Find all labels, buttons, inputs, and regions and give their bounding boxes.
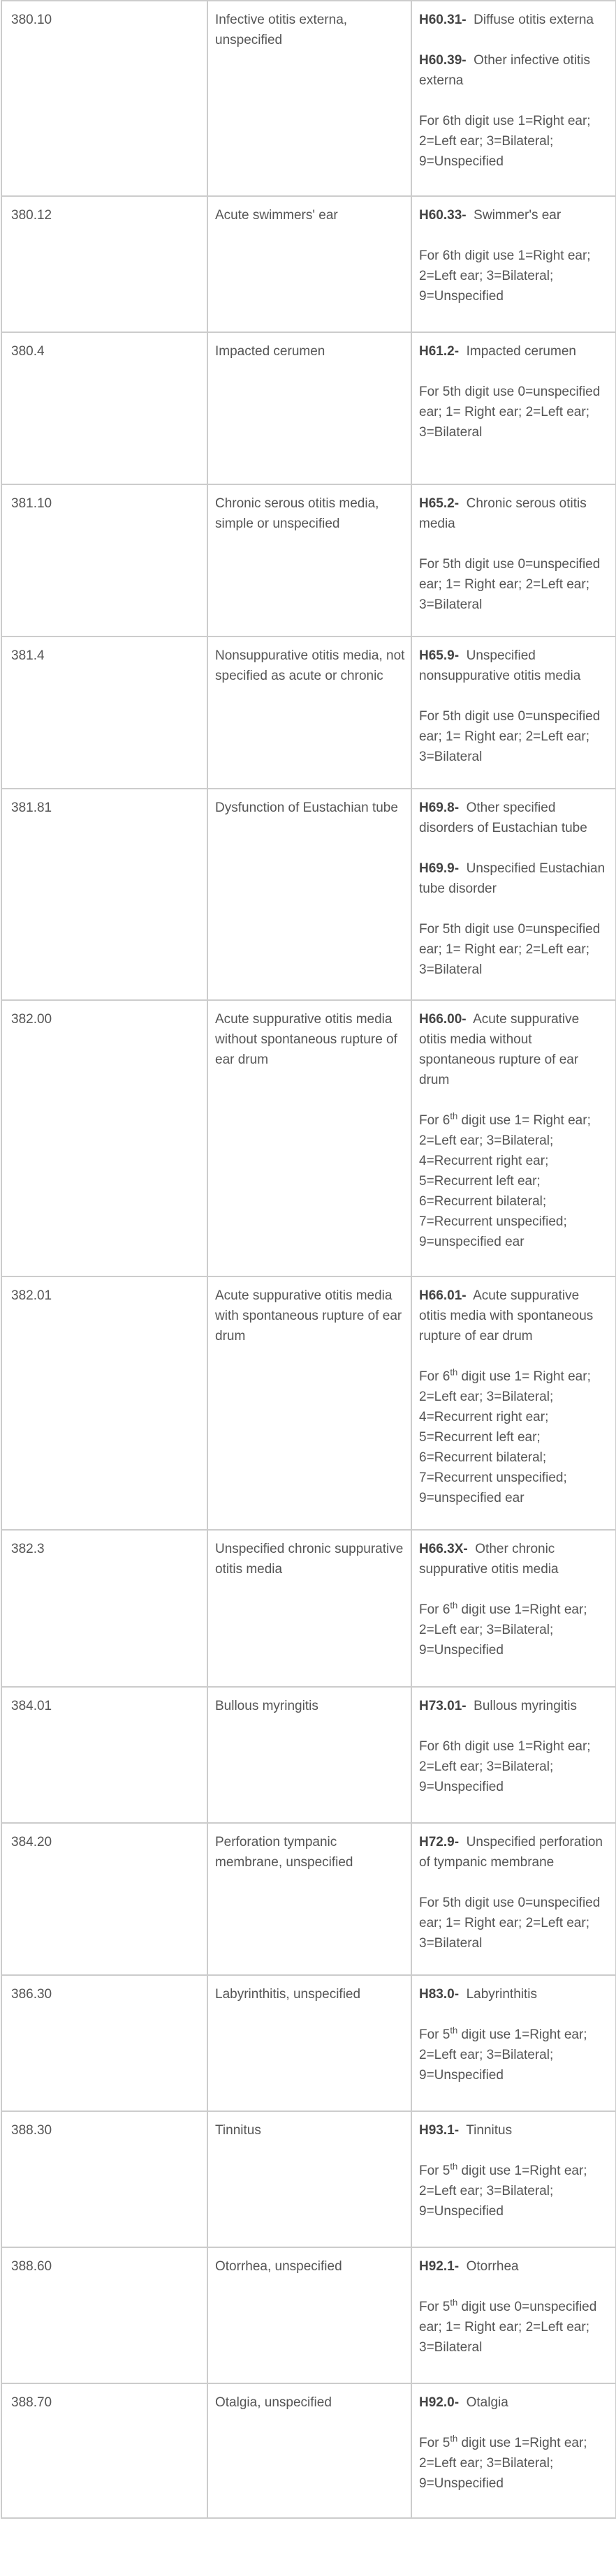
table-row xyxy=(1,484,616,636)
icd10-code: H65.2- xyxy=(419,496,460,511)
icd10-entry xyxy=(419,858,610,899)
icd10-entry xyxy=(419,1984,610,2004)
table-row xyxy=(1,2383,616,2518)
icd10-code: H72.9- xyxy=(419,1835,460,1849)
icd10-cell xyxy=(411,1276,616,1530)
digit-note-text: For 5 xyxy=(419,2027,450,2042)
ordinal-suffix: th xyxy=(450,1110,458,1122)
icd10-description: Bullous myringitis xyxy=(474,1699,577,1713)
icd10-description: Unspecified Eustachian tube disorder xyxy=(419,861,606,896)
icd10-cell xyxy=(411,2383,616,2518)
digit-note-text: For 5 xyxy=(419,2300,450,2314)
digit-note xyxy=(419,1110,610,1252)
digit-note-text: For 5th digit use 0=unspecified ear; 1= Right ear; 2=Left ear; 3=Bilateral xyxy=(419,922,601,977)
icd10-entry xyxy=(419,10,610,30)
icd10-code: H61.2- xyxy=(419,344,460,359)
digit-note-text: For 5th digit use 0=unspecified ear; 1= Right ear; 2=Left ear; 3=Bilateral xyxy=(419,709,601,764)
table-row xyxy=(1,1276,616,1530)
icd9-code-cell: 388.30 xyxy=(1,2111,207,2247)
description-cell: Acute suppurative otitis media without spontaneous rupture of ear drum xyxy=(207,1000,411,1276)
icd9-code-cell: 388.70 xyxy=(1,2383,207,2518)
table-row xyxy=(1,1687,616,1823)
description-cell: Perforation tympanic membrane, unspecified xyxy=(207,1823,411,1975)
icd-crosswalk-table xyxy=(1,0,616,2519)
digit-note-rest: digit use 1=Right ear; 2=Left ear; 3=Bilateral; 9=Unspecified xyxy=(419,1602,587,1658)
icd10-entry xyxy=(419,493,610,534)
icd9-code-cell: 381.10 xyxy=(1,484,207,636)
table-row xyxy=(1,332,616,484)
icd10-code: H93.1- xyxy=(419,2123,460,2138)
table-row xyxy=(1,2247,616,2383)
icd10-entry xyxy=(419,341,610,362)
icd10-description: Unspecified perforation of tympanic membrane xyxy=(419,1835,603,1870)
icd10-description: Labyrinthitis xyxy=(466,1987,537,2002)
ordinal-suffix: th xyxy=(450,2297,458,2308)
digit-note-rest: digit use 1=Right ear; 2=Left ear; 3=Bilateral; 9=Unspecified xyxy=(419,2436,587,2491)
icd10-description: Unspecified nonsuppurative otitis media xyxy=(419,648,581,683)
icd10-entry xyxy=(419,798,610,838)
icd10-entry xyxy=(419,1286,610,1346)
icd10-code: H66.00- xyxy=(419,1012,467,1027)
description-cell: Chronic serous otitis media, simple or unspecified xyxy=(207,484,411,636)
description-cell: Acute suppurative otitis media with spontaneous rupture of ear drum xyxy=(207,1276,411,1530)
icd10-cell xyxy=(411,789,616,1000)
icd10-entry xyxy=(419,2120,610,2141)
icd9-code-cell: 381.4 xyxy=(1,636,207,789)
icd10-cell xyxy=(411,196,616,332)
icd10-code: H69.8- xyxy=(419,801,460,815)
digit-note-text: For 5 xyxy=(419,2164,450,2178)
digit-note-rest: digit use 1= Right ear; 2=Left ear; 3=Bilateral; 4=Recurrent right ear; 5=Recurrent left ear; 6=Recurrent bilateral; 7=Recurrent unspecified; 9=unspecified ear xyxy=(419,1113,591,1249)
ordinal-suffix: th xyxy=(450,2433,458,2444)
icd10-description: Other specified disorders of Eustachian tube xyxy=(419,801,587,835)
icd10-entry xyxy=(419,50,610,91)
icd9-code-cell: 384.01 xyxy=(1,1687,207,1823)
description-cell: Tinnitus xyxy=(207,2111,411,2247)
icd10-entry xyxy=(419,2256,610,2277)
icd9-code-cell: 388.60 xyxy=(1,2247,207,2383)
digit-note xyxy=(419,706,610,767)
icd10-cell xyxy=(411,1975,616,2111)
digit-note-rest: digit use 1=Right ear; 2=Left ear; 3=Bilateral; 9=Unspecified xyxy=(419,2027,587,2083)
digit-note xyxy=(419,111,610,172)
icd10-code: H60.31- xyxy=(419,13,467,27)
description-cell: Otalgia, unspecified xyxy=(207,2383,411,2518)
icd10-code: H60.33- xyxy=(419,208,467,223)
table-row xyxy=(1,1,616,196)
icd10-cell xyxy=(411,2247,616,2383)
table-row xyxy=(1,1975,616,2111)
icd10-cell xyxy=(411,1823,616,1975)
icd10-description: Acute suppurative otitis media without spontaneous rupture of ear drum xyxy=(419,1012,580,1087)
icd10-code: H92.0- xyxy=(419,2395,460,2410)
icd10-description: Chronic serous otitis media xyxy=(419,496,587,531)
digit-note-text: For 6th digit use 1=Right ear; 2=Left ear; 3=Bilateral; 9=Unspecified xyxy=(419,248,591,304)
icd10-entry xyxy=(419,1832,610,1873)
digit-note xyxy=(419,246,610,306)
digit-note xyxy=(419,382,610,442)
icd10-entry xyxy=(419,1539,610,1579)
description-cell: Nonsuppurative otitis media, not specified as acute or chronic xyxy=(207,636,411,789)
icd9-code-cell: 384.20 xyxy=(1,1823,207,1975)
digit-note-text: For 5th digit use 0=unspecified ear; 1= Right ear; 2=Left ear; 3=Bilateral xyxy=(419,385,601,440)
icd10-code: H65.9- xyxy=(419,648,460,663)
icd9-code-cell: 382.01 xyxy=(1,1276,207,1530)
icd10-description: Impacted cerumen xyxy=(466,344,576,359)
icd10-cell xyxy=(411,1,616,196)
icd10-cell xyxy=(411,332,616,484)
digit-note-rest: digit use 0=unspecified ear; 1= Right ear; 2=Left ear; 3=Bilateral xyxy=(419,2300,597,2355)
icd9-code-cell: 381.81 xyxy=(1,789,207,1000)
icd10-code: H66.3X- xyxy=(419,1542,468,1556)
description-cell: Bullous myringitis xyxy=(207,1687,411,1823)
table-row xyxy=(1,2111,616,2247)
icd10-description: Swimmer's ear xyxy=(474,208,562,223)
icd10-cell xyxy=(411,1687,616,1823)
description-cell: Infective otitis externa, unspecified xyxy=(207,1,411,196)
digit-note-text: For 5 xyxy=(419,2436,450,2450)
table-row xyxy=(1,789,616,1000)
icd10-code: H92.1- xyxy=(419,2259,460,2274)
description-cell: Unspecified chronic suppurative otitis media xyxy=(207,1530,411,1687)
icd9-code-cell: 386.30 xyxy=(1,1975,207,2111)
icd10-entry xyxy=(419,1009,610,1090)
digit-note xyxy=(419,1600,610,1660)
description-cell: Otorrhea, unspecified xyxy=(207,2247,411,2383)
digit-note-text: For 6 xyxy=(419,1602,450,1617)
icd10-description: Other chronic suppurative otitis media xyxy=(419,1542,559,1577)
digit-note-rest: digit use 1= Right ear; 2=Left ear; 3=Bilateral; 4=Recurrent right ear; 5=Recurrent left ear; 6=Recurrent bilateral; 7=Recurrent unspecified; 9=unspecified ear xyxy=(419,1369,591,1505)
icd9-code-cell: 382.3 xyxy=(1,1530,207,1687)
digit-note-text: For 6th digit use 1=Right ear; 2=Left ear; 3=Bilateral; 9=Unspecified xyxy=(419,114,591,169)
icd10-description: Otalgia xyxy=(466,2395,508,2410)
table-row xyxy=(1,636,616,789)
icd9-code-cell: 380.12 xyxy=(1,196,207,332)
icd10-description: Tinnitus xyxy=(466,2123,513,2138)
ordinal-suffix: th xyxy=(450,2025,458,2036)
digit-note-text: For 5th digit use 0=unspecified ear; 1= Right ear; 2=Left ear; 3=Bilateral xyxy=(419,1896,601,1951)
description-cell: Labyrinthitis, unspecified xyxy=(207,1975,411,2111)
icd10-entry xyxy=(419,205,610,225)
ordinal-suffix: th xyxy=(450,2161,458,2172)
digit-note-text: For 6th digit use 1=Right ear; 2=Left ear; 3=Bilateral; 9=Unspecified xyxy=(419,1739,591,1794)
icd10-code: H66.01- xyxy=(419,1288,467,1303)
icd10-entry xyxy=(419,2392,610,2413)
table-row xyxy=(1,1530,616,1687)
icd9-code-cell: 380.10 xyxy=(1,1,207,196)
description-cell: Impacted cerumen xyxy=(207,332,411,484)
table-body xyxy=(1,1,616,2518)
ordinal-suffix: th xyxy=(450,1367,458,1378)
description-cell: Acute swimmers' ear xyxy=(207,196,411,332)
ordinal-suffix: th xyxy=(450,1600,458,1611)
digit-note xyxy=(419,1367,610,1508)
table-row xyxy=(1,196,616,332)
digit-note xyxy=(419,2433,610,2494)
icd10-entry xyxy=(419,1696,610,1716)
table-row xyxy=(1,1823,616,1975)
digit-note xyxy=(419,1893,610,1953)
digit-note xyxy=(419,2025,610,2085)
icd9-code-cell: 380.4 xyxy=(1,332,207,484)
icd10-cell xyxy=(411,1530,616,1687)
description-cell: Dysfunction of Eustachian tube xyxy=(207,789,411,1000)
icd10-code: H60.39- xyxy=(419,53,467,68)
icd10-code: H73.01- xyxy=(419,1699,467,1713)
icd10-entry xyxy=(419,646,610,686)
icd10-cell xyxy=(411,1000,616,1276)
icd10-description: Otorrhea xyxy=(466,2259,519,2274)
digit-note-text: For 6 xyxy=(419,1113,450,1128)
icd10-code: H83.0- xyxy=(419,1987,460,2002)
digit-note xyxy=(419,554,610,615)
icd10-cell xyxy=(411,636,616,789)
table-row xyxy=(1,1000,616,1276)
digit-note xyxy=(419,1736,610,1797)
icd9-code-cell: 382.00 xyxy=(1,1000,207,1276)
icd10-cell xyxy=(411,2111,616,2247)
icd10-description: Acute suppurative otitis media with spontaneous rupture of ear drum xyxy=(419,1288,594,1343)
digit-note-text: For 6 xyxy=(419,1369,450,1384)
digit-note xyxy=(419,919,610,980)
icd10-code: H69.9- xyxy=(419,861,460,876)
digit-note-text: For 5th digit use 0=unspecified ear; 1= Right ear; 2=Left ear; 3=Bilateral xyxy=(419,557,601,612)
digit-note xyxy=(419,2297,610,2358)
digit-note xyxy=(419,2161,610,2221)
digit-note-rest: digit use 1=Right ear; 2=Left ear; 3=Bilateral; 9=Unspecified xyxy=(419,2164,587,2219)
icd10-cell xyxy=(411,484,616,636)
icd10-description: Other infective otitis externa xyxy=(419,53,591,88)
icd10-description: Diffuse otitis externa xyxy=(474,13,594,27)
